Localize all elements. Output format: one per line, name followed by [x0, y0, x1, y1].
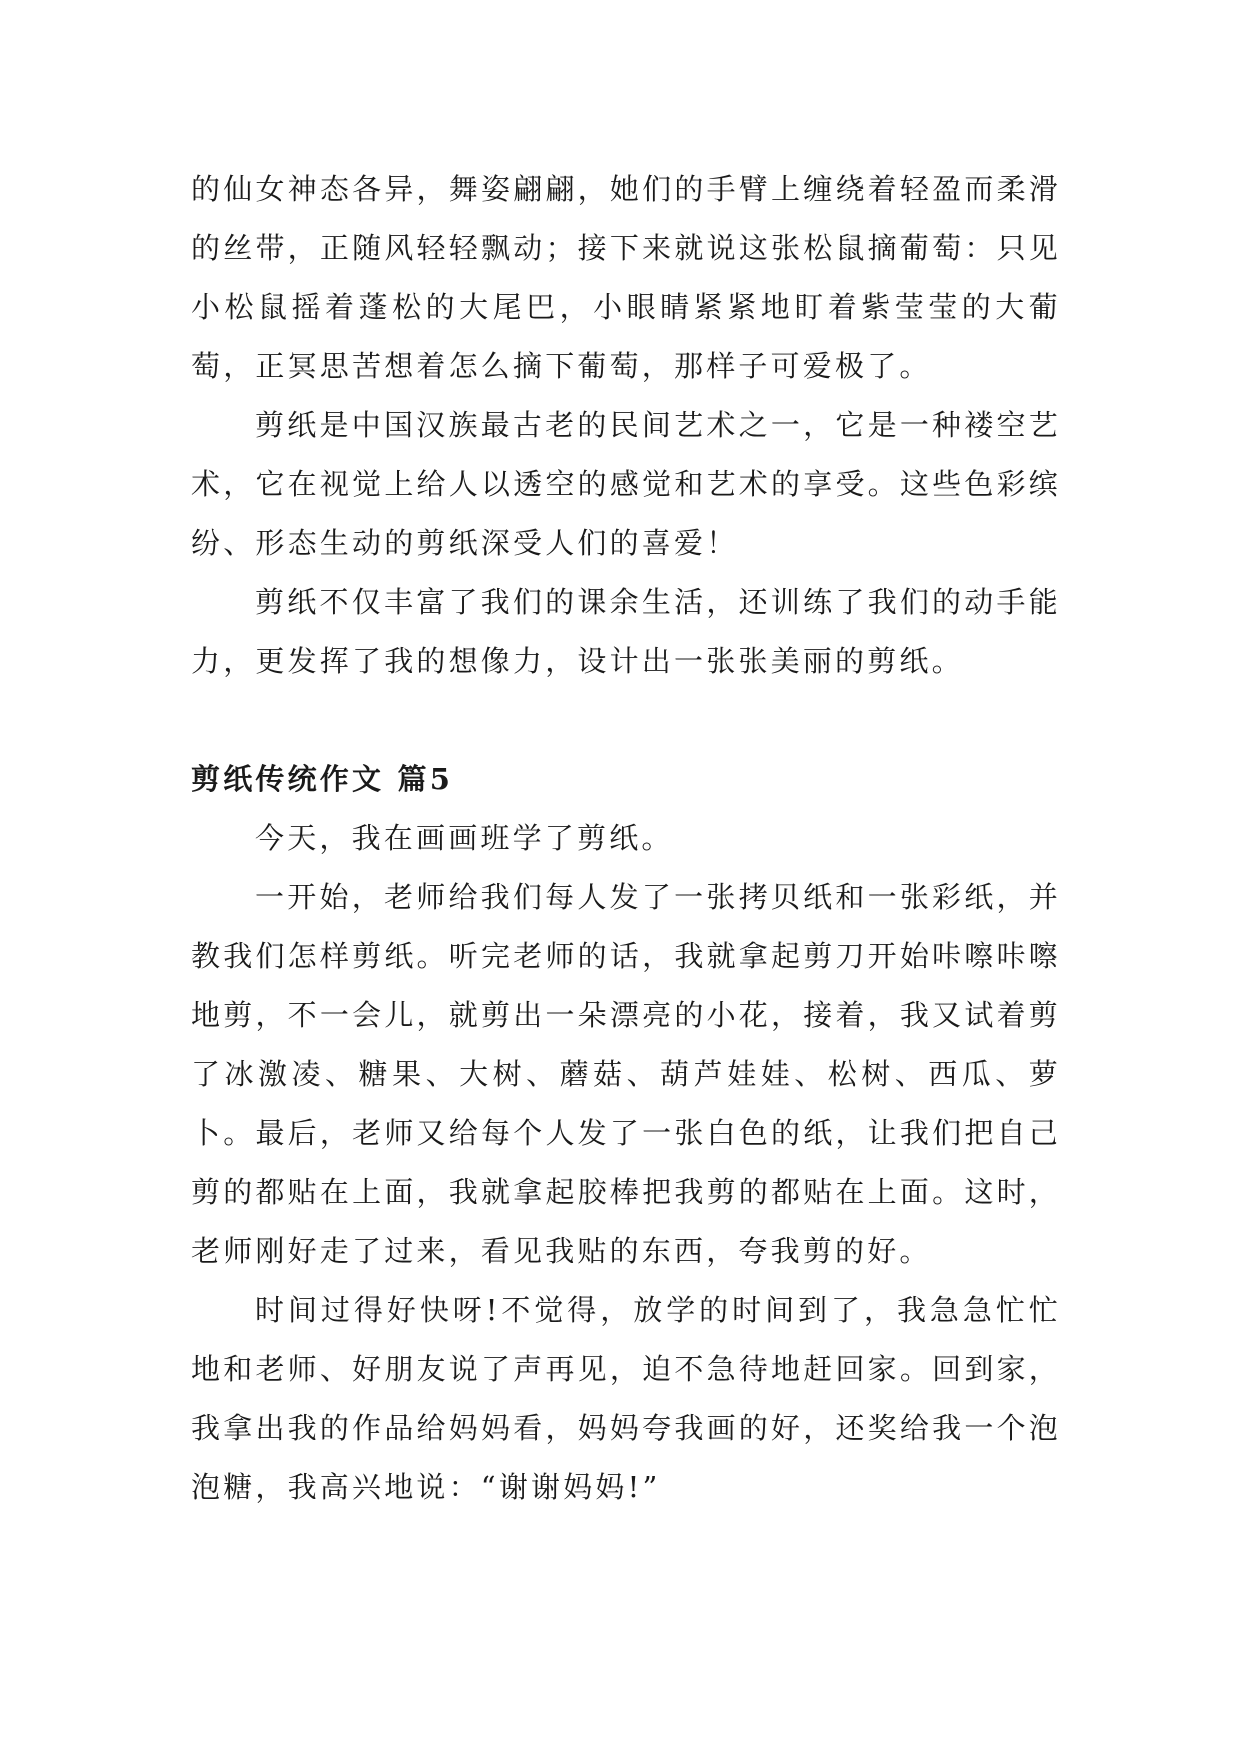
- paragraph-papercut-art: 剪纸是中国汉族最古老的民间艺术之一，它是一种褛空艺术，它在视觉上给人以透空的感觉和艺术的享受。这些色彩缤纷、形态生动的剪纸深受人们的喜爱！: [191, 408, 1061, 560]
- section-heading: 剪纸传统作文 篇5: [191, 762, 454, 796]
- paragraph-continuation: 的仙女神态各异，舞姿翩翩，她们的手臂上缠绕着轻盈而柔滑的丝带，正随风轻轻飘动；接下来就说这张松鼠摘葡萄：只见小松鼠摇着蓬松的大尾巴，小眼睛紧紧地盯着紫莹莹的大葡萄，正冥思苦想着怎么摘下葡萄，那样子可爱极了。: [191, 172, 1061, 383]
- paragraph-ending: 时间过得好快呀!不觉得，放学的时间到了，我急急忙忙地和老师、好朋友说了声再见，迫不急待地赶回家。回到家，我拿出我的作品给妈妈看，妈妈夸我画的好，还奖给我一个泡泡糖，我高兴地说：“谢谢妈妈!”: [191, 1293, 1061, 1504]
- paragraph-today: 今天，我在画画班学了剪纸。: [255, 821, 674, 855]
- paragraph-beginning: 一开始，老师给我们每人发了一张拷贝纸和一张彩纸，并教我们怎样剪纸。听完老师的话，我就拿起剪刀开始咔嚓咔嚓地剪，不一会儿，就剪出一朵漂亮的小花，接着，我又试着剪了冰激凌、糖果、大树、蘑菇、葫芦娃娃、松树、西瓜、萝卜。最后，老师又给每个人发了一张白色的纸，让我们把自己剪的都贴在上面，我就拿起胶棒把我剪的都贴在上面。这时，老师刚好走了过来，看见我贴的东西，夸我剪的好。: [191, 880, 1061, 1268]
- paragraph-papercut-benefits: 剪纸不仅丰富了我们的课余生活，还训练了我们的动手能力，更发挥了我的想像力，设计出一张张美丽的剪纸。: [191, 585, 1061, 678]
- document-body: [191, 160, 1061, 1517]
